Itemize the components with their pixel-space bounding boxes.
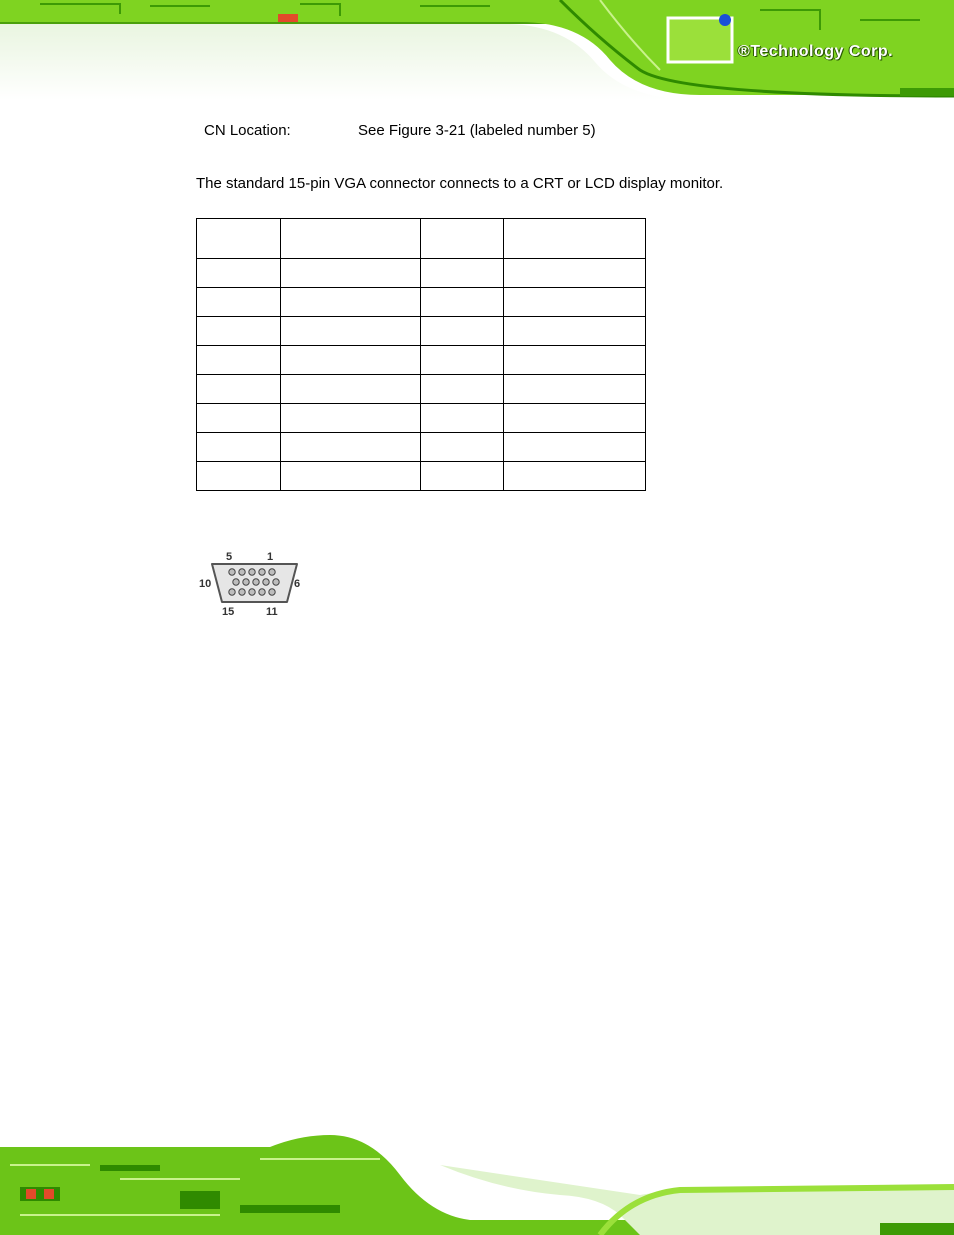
pin-label-15: 15 <box>222 606 235 618</box>
pin-label-6: 6 <box>294 578 301 590</box>
pin-label-11: 11 <box>266 606 278 618</box>
table-cell <box>197 375 281 404</box>
table-cell <box>280 404 420 433</box>
table-cell <box>504 259 646 288</box>
table-cell <box>504 433 646 462</box>
cn-location-label: CN Location: <box>204 122 291 139</box>
table-cell <box>504 317 646 346</box>
pin-label-1: 1 <box>267 551 274 563</box>
table-cell <box>280 288 420 317</box>
cn-location-line <box>204 122 596 139</box>
table-cell <box>420 219 504 259</box>
table-cell <box>420 317 504 346</box>
table-cell <box>420 433 504 462</box>
footer-banner <box>0 1135 954 1235</box>
table-row <box>197 288 646 317</box>
table-cell <box>197 462 281 491</box>
table-row <box>197 462 646 491</box>
table-cell <box>197 346 281 375</box>
table-cell <box>420 346 504 375</box>
table-cell <box>197 259 281 288</box>
brand-logo-text: ®Technology Corp. <box>738 43 894 60</box>
table-cell <box>420 404 504 433</box>
table-cell <box>504 346 646 375</box>
table-row <box>197 433 646 462</box>
table-row <box>197 375 646 404</box>
table-cell <box>504 462 646 491</box>
vga-db15-connector-icon <box>196 545 306 620</box>
table-cell <box>197 219 281 259</box>
table-cell <box>197 404 281 433</box>
pin-label-5: 5 <box>226 551 233 563</box>
table-cell <box>420 288 504 317</box>
pinout-table <box>196 218 646 491</box>
table-cell <box>280 346 420 375</box>
cn-location-value: See Figure 3-21 (labeled number 5) <box>358 122 596 139</box>
table-row <box>197 259 646 288</box>
table-cell <box>280 375 420 404</box>
connector-description: The standard 15-pin VGA connector connects to a CRT or LCD display monitor. <box>196 175 724 192</box>
table-cell <box>420 462 504 491</box>
table-cell <box>504 288 646 317</box>
table-header-row <box>197 219 646 259</box>
table-cell <box>504 219 646 259</box>
table-row <box>197 317 646 346</box>
table-cell <box>280 462 420 491</box>
table-cell <box>504 404 646 433</box>
table-cell <box>420 259 504 288</box>
table-row <box>197 404 646 433</box>
table-cell <box>280 433 420 462</box>
table-cell <box>197 317 281 346</box>
table-cell <box>280 219 420 259</box>
pin-label-10: 10 <box>199 578 212 590</box>
table-cell <box>197 433 281 462</box>
table-row <box>197 346 646 375</box>
table-cell <box>197 288 281 317</box>
table-cell <box>420 375 504 404</box>
table-cell <box>280 259 420 288</box>
table-cell <box>504 375 646 404</box>
table-cell <box>280 317 420 346</box>
